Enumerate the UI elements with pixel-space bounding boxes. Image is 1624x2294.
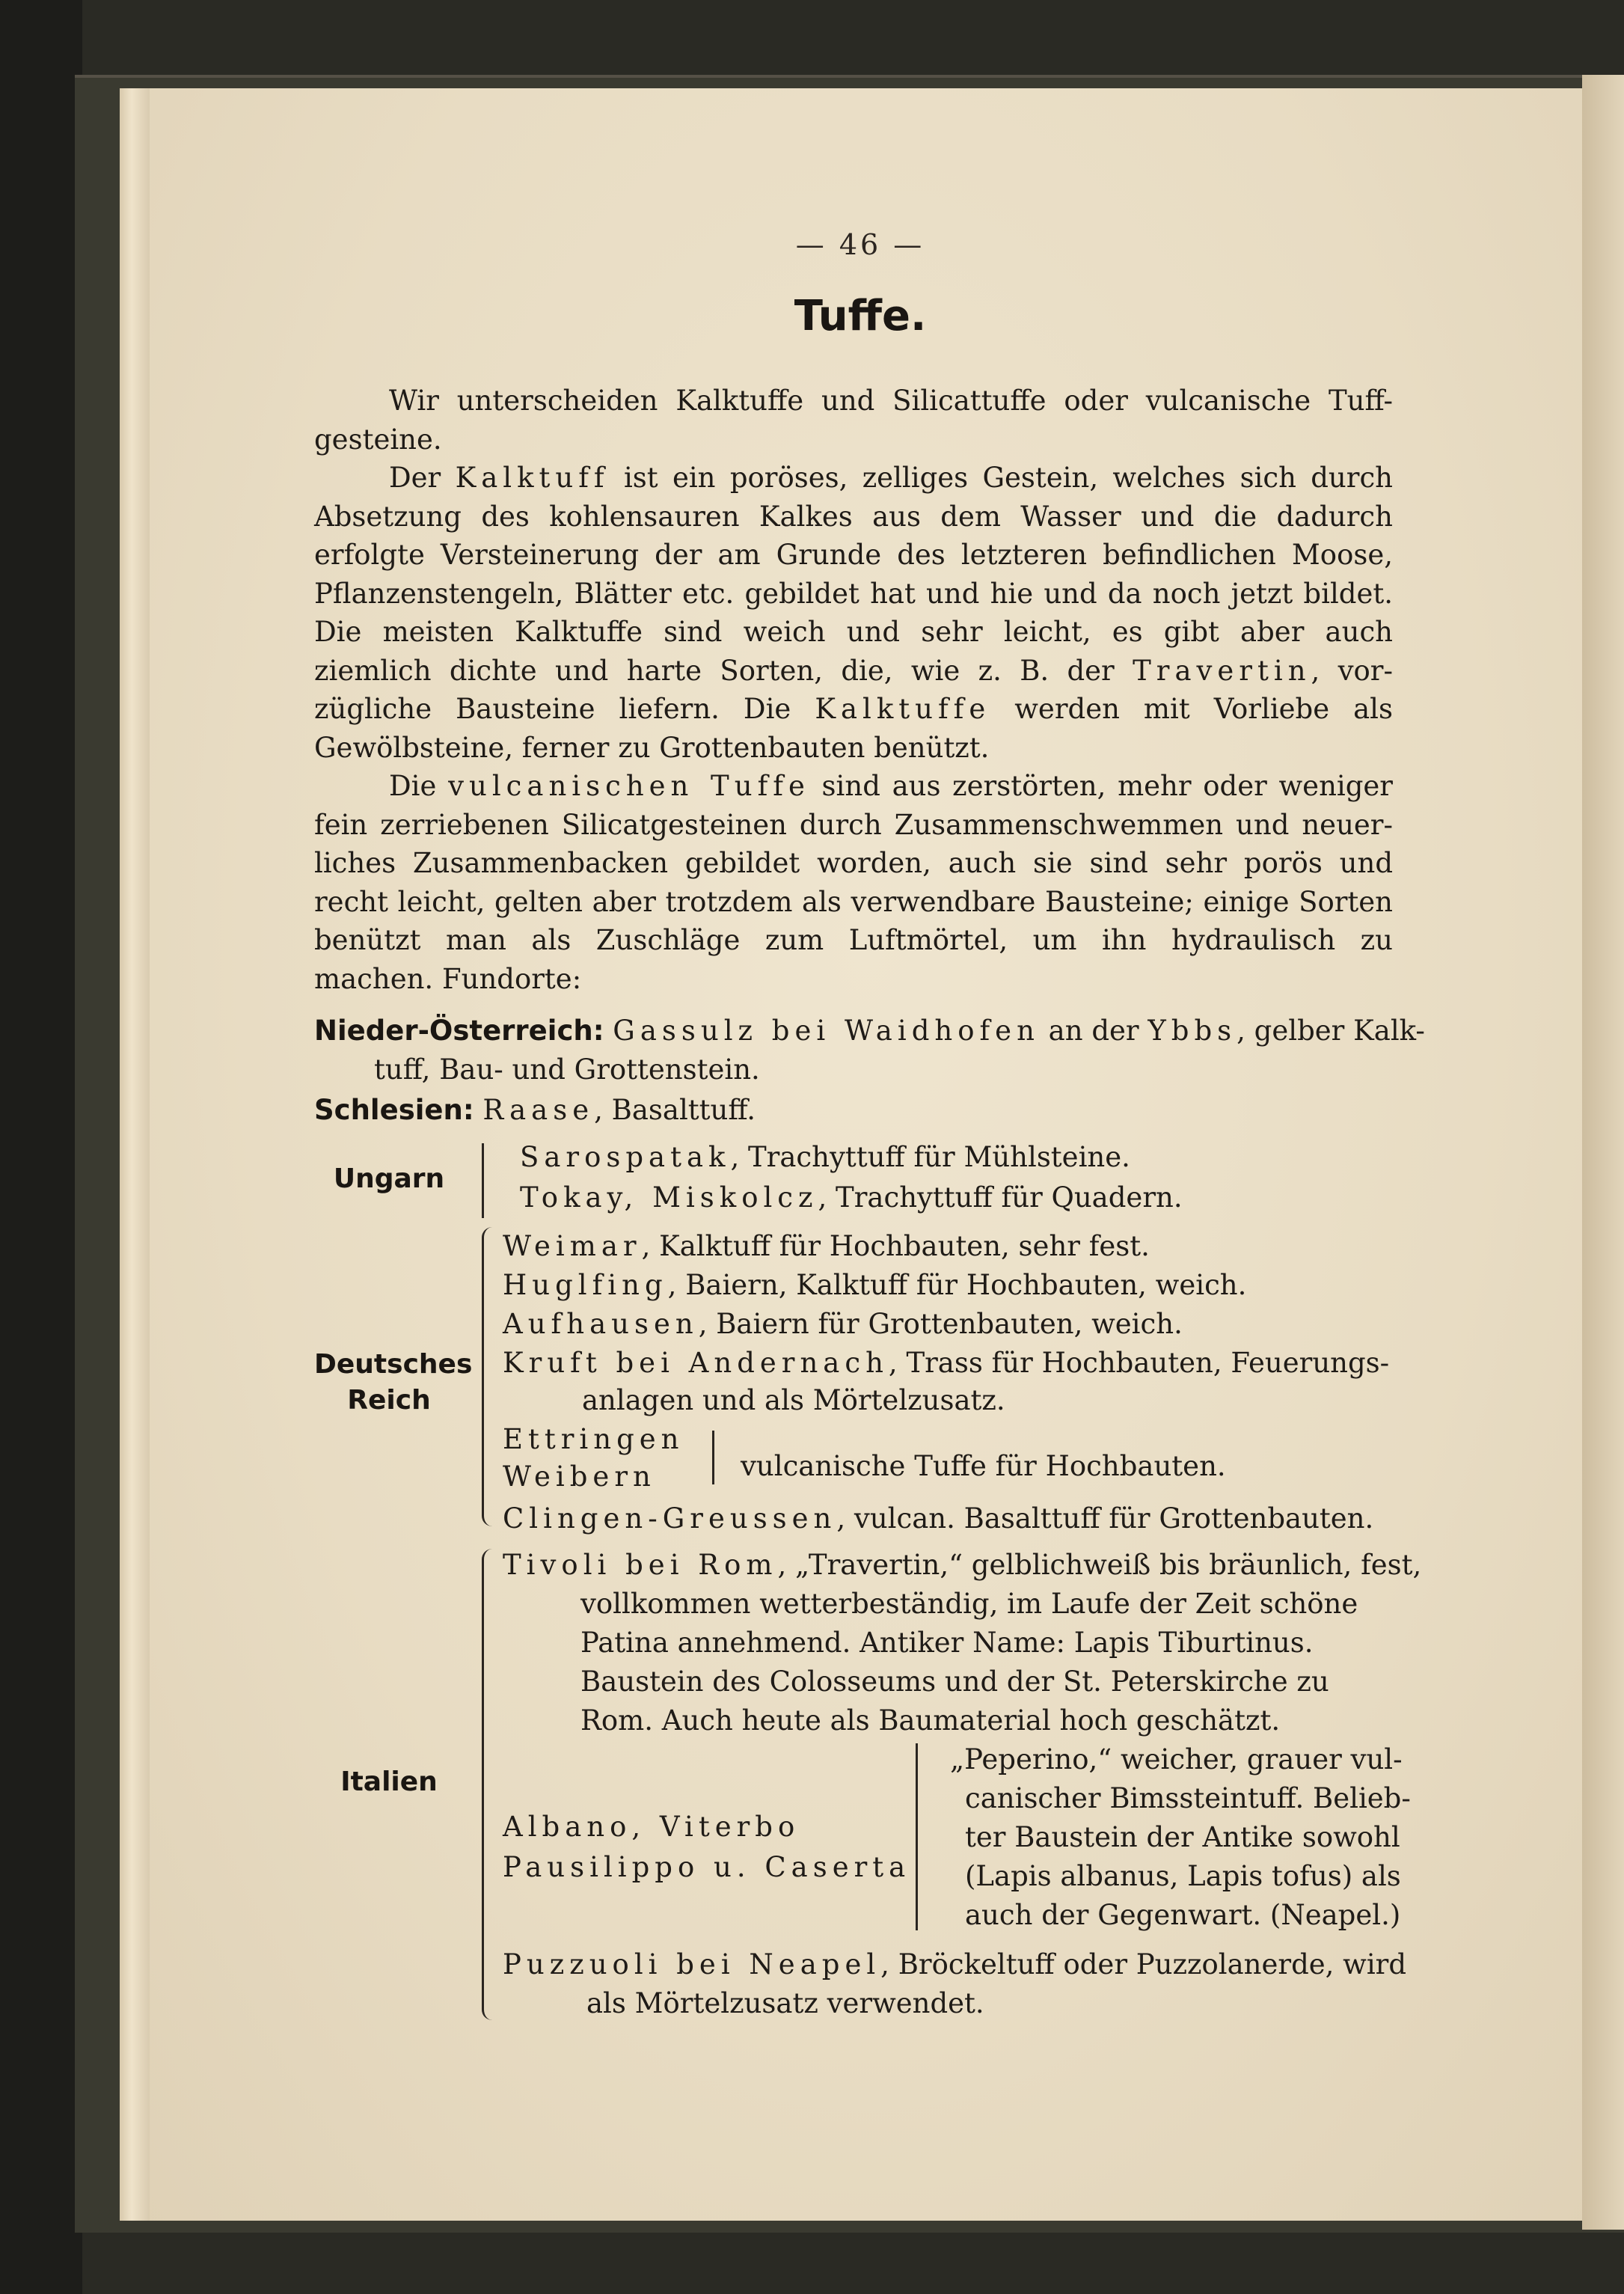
- ungarn-row: Sarospatak, Trachyttuff für Mühlsteine.: [520, 1141, 1130, 1173]
- italien-desc: „Peperino,“ weicher, grauer vul-: [950, 1743, 1403, 1775]
- scan-background: [0, 0, 82, 2294]
- page-title: Tuffe.: [794, 292, 927, 340]
- dr-row: Weimar, Kalktuff für Hochbauten, sehr fest.: [503, 1230, 1150, 1262]
- dr-row: Ettringen: [503, 1423, 684, 1455]
- kalktuff-line: Absetzung des kohlensauren Kalkes aus dem Wasser und die dadurch: [314, 500, 1393, 533]
- italien-row-cont: Patina annehmend. Antiker Name: Lapis Tiburtinus.: [580, 1627, 1314, 1659]
- italien-row: Puzzuoli bei Neapel, Bröckeltuff oder Puzzolanerde, wird: [503, 1948, 1407, 1981]
- intro-line: Wir unterscheiden Kalktuffe und Silicattuffe oder vulcanische Tuff-: [389, 385, 1393, 417]
- vulcan-line: fein zerriebenen Silicatgesteinen durch Zusammenschwemmen und neuer-: [314, 808, 1393, 841]
- italien-row-cont: vollkommen wetterbeständig, im Laufe der Zeit schöne: [580, 1588, 1358, 1620]
- vulcan-line: recht leicht, gelten aber trotzdem als verwendbare Bausteine; einige Sorten: [314, 885, 1393, 918]
- italien-row-cont: Rom. Auch heute als Baumaterial hoch geschätzt.: [580, 1704, 1281, 1737]
- italien-desc: (Lapis albanus, Lapis tofus) als: [965, 1860, 1401, 1892]
- italien-desc: auch der Gegenwart. (Neapel.): [965, 1899, 1401, 1931]
- kalktuff-line: zügliche Bausteine liefern. Die Kalktuffe werden mit Vorliebe als: [314, 693, 1393, 725]
- kalktuff-line: Die meisten Kalktuffe sind weich und sehr leicht, es gibt aber auch: [314, 616, 1393, 648]
- dr-row: Kruft bei Andernach, Trass für Hochbauten, Feuerungs-: [503, 1347, 1390, 1379]
- region-label-italien: Italien: [340, 1767, 438, 1797]
- italien-row: Tivoli bei Rom, „Travertin,“ gelblichweiß bis bräunlich, fest,: [503, 1549, 1422, 1581]
- brace-ettringen-weibern: [708, 1431, 714, 1484]
- dr-row: vulcanische Tuffe für Hochbauten.: [741, 1450, 1226, 1482]
- italien-row-cont: Baustein des Colosseums und der St. Peterskirche zu: [580, 1666, 1329, 1698]
- intro-line: gesteine.: [314, 423, 442, 456]
- noe-entry: [314, 1012, 1425, 1089]
- italien-desc: ter Baustein der Antike sowohl: [965, 1821, 1400, 1853]
- kalktuff-line: Gewölbsteine, ferner zu Grottenbauten benützt.: [314, 731, 990, 764]
- region-label-schlesien: Schlesien:: [314, 1094, 474, 1126]
- vulcan-line: machen. Fundorte:: [314, 962, 582, 995]
- region-label-deutsches-reich: Deutsches Reich: [314, 1349, 473, 1416]
- dr-row: Weibern: [503, 1460, 656, 1493]
- ungarn-row: Tokay, Miskolcz, Trachyttuff für Quadern.: [520, 1181, 1183, 1214]
- dr-row-cont: anlagen und als Mörtelzusatz.: [582, 1384, 1005, 1416]
- italien-desc: canischer Bimssteintuff. Belieb-: [965, 1782, 1411, 1814]
- noe-line: tuff, Bau- und Grottenstein.: [374, 1053, 760, 1086]
- vulcan-paragraph: [314, 767, 1393, 998]
- dr-row: Aufhausen, Baiern für Grottenbauten, weich.: [503, 1308, 1183, 1340]
- brace-italien: [482, 1549, 494, 2020]
- page-edges: [120, 88, 150, 2221]
- italien-row: Albano, Viterbo: [503, 1811, 800, 1843]
- intro-paragraph: [314, 382, 1393, 459]
- noe-line: Nieder-Österreich: Gassulz bei Waidhofen an der Ybbs, gelber Kalk-: [314, 1015, 1425, 1047]
- kalktuff-paragraph: [314, 459, 1393, 767]
- italien-row-cont: als Mörtelzusatz verwendet.: [586, 1987, 984, 2019]
- schlesien-entry: Schlesien: Raase, Basalttuff.: [314, 1094, 756, 1126]
- next-page-edge: [1582, 75, 1624, 2230]
- kalktuff-line: Pflanzenstengeln, Blätter etc. gebildet hat und hie und da noch jetzt bildet.: [314, 577, 1393, 610]
- brace-albano: [911, 1743, 918, 1930]
- dr-row: Clingen-Greussen, vulcan. Basalttuff für Grottenbauten.: [503, 1502, 1374, 1535]
- kalktuff-line: ziemlich dichte und harte Sorten, die, wie z. B. der Travertin, vor-: [314, 654, 1393, 687]
- region-label-noe: Nieder-Österreich:: [314, 1015, 604, 1047]
- vulcan-line: Die vulcanischen Tuffe sind aus zerstörten, mehr oder weniger: [389, 770, 1393, 802]
- brace-ungarn: [482, 1143, 494, 1218]
- vulcan-line: benützt man als Zuschläge zum Luftmörtel, um ihn hydraulisch zu: [314, 924, 1393, 956]
- dr-row: Huglfing, Baiern, Kalktuff für Hochbauten, weich.: [503, 1269, 1247, 1301]
- page-number: — 46 —: [795, 228, 925, 261]
- italien-row: Pausilippo u. Caserta: [503, 1851, 911, 1883]
- region-label-ungarn: Ungarn: [333, 1163, 445, 1194]
- kalktuff-line: Der Kalktuff ist ein poröses, zelliges Gestein, welches sich durch: [389, 462, 1394, 494]
- kalktuff-line: erfolgte Versteinerung der am Grunde des letzteren befindlichen Moose,: [314, 539, 1393, 571]
- vulcan-line: liches Zusammenbacken gebildet worden, auch sie sind sehr porös und: [314, 847, 1393, 879]
- brace-deutsches-reich: [482, 1227, 494, 1526]
